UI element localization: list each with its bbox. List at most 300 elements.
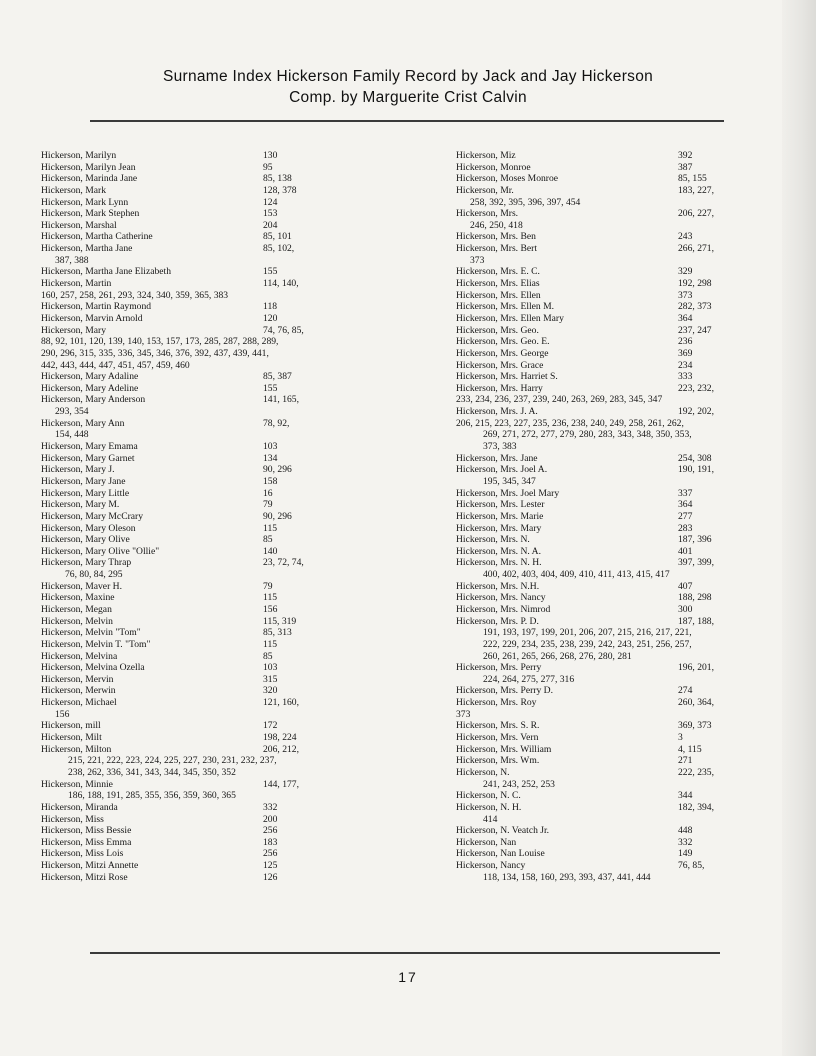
entry-line	[41, 523, 361, 535]
entry-name: Hickerson, Mary Little	[41, 487, 130, 499]
entry-pages: 192, 202,	[678, 406, 714, 418]
index-entry	[41, 534, 361, 546]
entry-name: Hickerson, Nan	[456, 836, 517, 848]
entry-line	[456, 697, 756, 709]
entry-line	[41, 185, 361, 197]
index-entry	[41, 301, 361, 313]
entry-line	[456, 464, 756, 476]
entry-name: Hickerson, Mrs. Jane	[456, 452, 538, 464]
entry-name: Hickerson, Mrs. William	[456, 743, 552, 755]
entry-pages: 76, 85,	[678, 860, 705, 872]
entry-pages: 254, 308	[678, 452, 712, 464]
entry-line	[456, 348, 756, 360]
entry-pages-continued: 293, 354	[55, 406, 89, 418]
index-entry	[456, 150, 756, 162]
index-entry	[41, 592, 361, 604]
entry-pages: 85, 101	[263, 231, 292, 243]
entry-pages: 134	[263, 452, 278, 464]
entry-pages: 126	[263, 871, 278, 883]
index-entry	[41, 511, 361, 523]
index-entry	[456, 557, 756, 580]
index-entry	[41, 243, 361, 266]
entry-pages: 78, 92,	[263, 417, 290, 429]
entry-line	[456, 848, 756, 860]
entry-pages: 90, 296	[263, 510, 292, 522]
entry-line	[41, 651, 361, 663]
entry-name: Hickerson, N. H.	[456, 801, 522, 813]
entry-line	[41, 534, 361, 546]
entry-name: Hickerson, mill	[41, 720, 101, 732]
entry-name: Hickerson, Mrs. Roy	[456, 697, 537, 709]
entry-name: Hickerson, Mary J.	[41, 464, 115, 476]
entry-line	[41, 604, 361, 616]
index-entry	[456, 546, 756, 558]
entry-pages: 115	[263, 592, 278, 604]
index-entry	[41, 371, 361, 383]
entry-line	[41, 837, 361, 849]
entry-pages: 234	[678, 359, 693, 371]
index-entry	[41, 639, 361, 651]
entry-line	[456, 720, 756, 732]
entry-line	[41, 825, 361, 837]
index-entry	[456, 208, 756, 231]
entry-name: Hickerson, Miss Lois	[41, 848, 124, 860]
entry-name: Hickerson, Marilyn	[41, 150, 117, 161]
entry-name: Hickerson, Mary M.	[41, 499, 120, 511]
entry-pages: 182, 394,	[678, 801, 714, 813]
entry-pages: 300	[678, 603, 693, 615]
index-entry	[456, 313, 756, 325]
entry-pages-continued: 156	[55, 708, 70, 720]
entry-name: Hickerson, Moses Monroe	[456, 173, 559, 185]
index-entry	[41, 848, 361, 860]
index-entry	[456, 185, 756, 208]
entry-pages: 183, 227,	[678, 184, 714, 196]
entry-line	[456, 231, 756, 243]
entry-pages: 187, 188,	[678, 615, 714, 627]
entry-pages: 3	[678, 732, 683, 744]
index-entry	[456, 616, 756, 663]
index-entry	[456, 162, 756, 174]
index-entry	[41, 488, 361, 500]
entry-line	[456, 301, 756, 313]
index-entry	[456, 767, 756, 790]
entry-line	[41, 325, 361, 337]
entry-name: Hickerson, Miranda	[41, 801, 118, 813]
entry-pages: 16	[263, 487, 273, 499]
entry-name: Hickerson, Mark	[41, 184, 107, 196]
entry-line	[41, 779, 361, 791]
entry-line	[41, 674, 361, 686]
entry-line	[456, 744, 756, 756]
index-entry	[456, 581, 756, 593]
entry-pages-continued: 387, 388	[55, 254, 89, 266]
entry-pages: 79	[263, 580, 273, 592]
entry-pages: 243	[678, 231, 693, 243]
index-entry	[41, 581, 361, 593]
entry-pages: 79	[263, 499, 273, 511]
entry-pages: 90, 296	[263, 464, 292, 476]
entry-line	[41, 220, 361, 232]
header-title: Surname Index Hickerson Family Record by Jack and Jay Hickerson	[162, 68, 654, 85]
entry-line	[456, 278, 756, 290]
entry-line	[456, 790, 756, 802]
index-entry	[456, 499, 756, 511]
entry-pages: 337	[678, 487, 693, 499]
entry-pages: 344	[678, 790, 693, 802]
index-entry	[456, 336, 756, 348]
entry-pages: 373	[678, 289, 693, 301]
entry-line	[456, 266, 756, 278]
entry-name: Hickerson, Miz	[456, 150, 516, 161]
index-entry	[456, 860, 756, 883]
index-entry	[41, 627, 361, 639]
entry-pages: 155	[263, 382, 278, 394]
entry-name: Hickerson, Mark Lynn	[41, 196, 129, 208]
index-entry	[456, 383, 756, 406]
entry-name: Hickerson, Mrs. Perry	[456, 662, 542, 674]
entry-pages-continued: 260, 261, 265, 266, 268, 276, 280, 281	[483, 650, 632, 662]
entry-pages-continued: 290, 296, 315, 335, 336, 345, 346, 376, 392, 437, 439, 441,	[41, 347, 269, 359]
entry-line	[456, 162, 756, 174]
entry-pages-continued: 224, 264, 275, 277, 316	[483, 673, 575, 685]
entry-line	[456, 767, 756, 779]
entry-name: Hickerson, Mary McCrary	[41, 510, 144, 522]
entry-name: Hickerson, Milt	[41, 732, 102, 744]
entry-name: Hickerson, Miss Emma	[41, 836, 132, 848]
entry-name: Hickerson, Mary Ann	[41, 417, 125, 429]
entry-line	[41, 441, 361, 453]
entry-pages: 223, 232,	[678, 382, 714, 394]
entry-name: Hickerson, Mary Thrap	[41, 557, 132, 569]
entry-line	[456, 360, 756, 372]
entry-pages: 85, 387	[263, 371, 292, 383]
index-entry	[456, 290, 756, 302]
entry-pages: 315	[263, 673, 278, 685]
entry-line	[41, 511, 361, 523]
entry-line	[456, 453, 756, 465]
entry-pages: 448	[678, 825, 693, 837]
entry-name: Hickerson, Melvina	[41, 650, 118, 662]
index-column-right	[456, 150, 756, 883]
index-entry	[41, 173, 361, 185]
entry-pages: 397, 399,	[678, 557, 714, 569]
index-entry	[41, 464, 361, 476]
entry-line	[41, 150, 361, 162]
entry-pages-continued: 269, 271, 272, 277, 279, 280, 283, 343, 348, 350, 353,	[483, 429, 692, 441]
entry-pages: 118	[263, 301, 278, 313]
index-entry	[456, 848, 756, 860]
entry-line	[456, 581, 756, 593]
entry-pages-continued: 373	[470, 254, 485, 266]
entry-line	[41, 697, 361, 709]
entry-pages: 115	[263, 522, 278, 534]
entry-line	[456, 406, 756, 418]
entry-pages: 144, 177,	[263, 778, 299, 790]
entry-line	[41, 546, 361, 558]
entry-line	[456, 383, 756, 395]
index-entry	[41, 779, 361, 802]
entry-name: Hickerson, Mrs. P. D.	[456, 615, 539, 627]
entry-name: Hickerson, Mary	[41, 324, 107, 336]
entry-line	[41, 313, 361, 325]
entry-pages: 192, 298	[678, 278, 712, 290]
index-entry	[456, 662, 756, 685]
entry-name: Hickerson, Mrs. Lester	[456, 499, 545, 511]
entry-name: Hickerson, Mrs. Perry D.	[456, 685, 553, 697]
entry-line	[41, 557, 361, 569]
entry-name: Hickerson, Monroe	[456, 161, 531, 173]
entry-name: Hickerson, Mrs. Grace	[456, 359, 544, 371]
index-entry	[41, 860, 361, 872]
index-entry	[41, 278, 361, 301]
entry-name: Hickerson, Mitzi Annette	[41, 860, 139, 872]
index-entry	[456, 732, 756, 744]
entry-pages: 140	[263, 545, 278, 557]
index-entry	[41, 476, 361, 488]
index-entry	[41, 453, 361, 465]
entry-line	[456, 523, 756, 535]
entry-line	[41, 278, 361, 290]
entry-line	[456, 499, 756, 511]
entry-line	[456, 243, 756, 255]
index-entry	[456, 301, 756, 313]
entry-pages: 198, 224	[263, 732, 297, 744]
index-entry	[456, 464, 756, 487]
index-entry	[41, 872, 361, 884]
entry-line	[456, 825, 756, 837]
index-entry	[456, 325, 756, 337]
entry-name: Hickerson, Mrs. N. A.	[456, 545, 542, 557]
entry-name: Hickerson, Mrs. Geo. E.	[456, 336, 550, 348]
index-entry	[41, 313, 361, 325]
entry-pages: 115, 319	[263, 615, 297, 627]
entry-line	[41, 616, 361, 628]
entry-pages: 277	[678, 510, 693, 522]
entry-pages: 274	[678, 685, 693, 697]
entry-pages: 188, 298	[678, 592, 712, 604]
entry-line	[456, 546, 756, 558]
entry-line	[41, 476, 361, 488]
entry-pages-continued: 154, 448	[55, 429, 89, 441]
entry-name: Hickerson, Melvin	[41, 615, 113, 627]
index-entry	[41, 732, 361, 744]
entry-line	[41, 394, 361, 406]
entry-pages: 4, 115	[678, 743, 702, 755]
entry-line	[41, 266, 361, 278]
entry-pages: 85, 138	[263, 173, 292, 185]
entry-line	[41, 197, 361, 209]
entry-pages: 190, 191,	[678, 464, 714, 476]
index-entry	[41, 616, 361, 628]
entry-pages: 282, 373	[678, 301, 712, 313]
index-entry	[41, 651, 361, 663]
entry-line	[41, 814, 361, 826]
entry-name: Hickerson, Mrs. George	[456, 347, 549, 359]
index-entry	[41, 150, 361, 162]
entry-name: Hickerson, Miss	[41, 813, 104, 825]
entry-name: Hickerson, Mrs. Vern	[456, 732, 539, 744]
entry-pages: 204	[263, 219, 278, 231]
entry-name: Hickerson, Megan	[41, 603, 112, 615]
index-entry	[456, 243, 756, 266]
index-entry	[41, 220, 361, 232]
footer-rule	[90, 952, 720, 954]
entry-name: Hickerson, Mervin	[41, 673, 114, 685]
entry-line	[456, 208, 756, 220]
entry-pages: 155	[263, 266, 278, 278]
entry-pages: 200	[263, 813, 278, 825]
entry-pages: 222, 235,	[678, 766, 714, 778]
entry-pages: 74, 76, 85,	[263, 324, 304, 336]
index-entry	[456, 488, 756, 500]
entry-name: Hickerson, Mitzi Rose	[41, 871, 128, 883]
index-entry	[456, 697, 756, 720]
entry-name: Hickerson, Marshal	[41, 219, 117, 231]
index-entry	[456, 348, 756, 360]
entry-line	[456, 592, 756, 604]
entry-name: Hickerson, Merwin	[41, 685, 116, 697]
entry-line	[41, 453, 361, 465]
index-entry	[456, 790, 756, 802]
entry-pages-continued: 88, 92, 101, 120, 139, 140, 153, 157, 173, 285, 287, 288, 289,	[41, 336, 279, 348]
entry-pages-continued: 206, 215, 223, 227, 235, 236, 238, 240, 249, 258, 261, 262,	[456, 417, 684, 429]
entry-line	[41, 802, 361, 814]
entry-name: Hickerson, Melvin T. "Tom"	[41, 638, 151, 650]
entry-line	[41, 488, 361, 500]
entry-line	[41, 639, 361, 651]
entry-pages: 392	[678, 150, 693, 161]
index-entry	[41, 231, 361, 243]
entry-name: Hickerson, Martin Raymond	[41, 301, 152, 313]
entry-line	[41, 732, 361, 744]
entry-line	[41, 872, 361, 884]
index-entry	[41, 825, 361, 837]
entry-line	[41, 464, 361, 476]
entry-line	[41, 418, 361, 430]
entry-line	[41, 744, 361, 756]
entry-name: Hickerson, Mrs. Ellen M.	[456, 301, 555, 313]
entry-pages-continued: 373, 383	[483, 441, 517, 453]
index-entry	[456, 278, 756, 290]
entry-line	[456, 662, 756, 674]
entry-line	[456, 173, 756, 185]
entry-line	[41, 662, 361, 674]
entry-name: Hickerson, Mrs. Elias	[456, 278, 540, 290]
entry-line	[41, 848, 361, 860]
entry-pages: 115	[263, 638, 278, 650]
entry-name: Hickerson, Maxine	[41, 592, 115, 604]
entry-pages: 329	[678, 266, 693, 278]
entry-line	[41, 685, 361, 697]
entry-line	[41, 162, 361, 174]
entry-name: Hickerson, Mrs. Ben	[456, 231, 536, 243]
index-entry	[456, 534, 756, 546]
entry-pages: 149	[678, 848, 693, 860]
index-entry	[41, 662, 361, 674]
entry-line	[456, 604, 756, 616]
entry-line	[456, 511, 756, 523]
entry-line	[456, 860, 756, 872]
entry-name: Hickerson, Nan Louise	[456, 848, 545, 860]
entry-name: Hickerson, Maver H.	[41, 580, 122, 592]
index-entry	[41, 499, 361, 511]
entry-name: Hickerson, Mrs. N.	[456, 534, 530, 546]
entry-line	[456, 371, 756, 383]
entry-pages: 85, 155	[678, 173, 707, 185]
entry-name: Hickerson, Mrs. Joel A.	[456, 464, 548, 476]
index-entry	[456, 266, 756, 278]
index-entry	[456, 685, 756, 697]
entry-name: Hickerson, Mrs. N. H.	[456, 557, 542, 569]
entry-pages: 387	[678, 161, 693, 173]
entry-pages: 369, 373	[678, 720, 712, 732]
index-entry	[456, 604, 756, 616]
entry-pages: 23, 72, 74,	[263, 557, 304, 569]
entry-name: Hickerson, Marinda Jane	[41, 173, 138, 185]
entry-name: Hickerson, Mary Jane	[41, 475, 126, 487]
entry-pages-continued: 76, 80, 84, 295	[65, 569, 123, 581]
entry-line	[456, 185, 756, 197]
entry-name: Hickerson, Mrs. Wm.	[456, 755, 540, 767]
entry-name: Hickerson, Mrs. E. C.	[456, 266, 540, 278]
entry-name: Hickerson, Martha Jane Elizabeth	[41, 266, 171, 278]
index-entry	[456, 592, 756, 604]
entry-pages-continued: 414	[483, 813, 498, 825]
entry-line	[456, 488, 756, 500]
entry-name: Hickerson, Mrs. Joel Mary	[456, 487, 560, 499]
index-entry	[41, 197, 361, 209]
entry-pages-continued: 373	[456, 708, 471, 720]
entry-line	[41, 301, 361, 313]
entry-pages-continued: 258, 392, 395, 396, 397, 454	[470, 196, 581, 208]
entry-name: Hickerson, Miss Bessie	[41, 825, 132, 837]
page-edge-shadow	[782, 0, 816, 1056]
entry-pages: 103	[263, 662, 278, 674]
entry-pages: 332	[263, 801, 278, 813]
entry-name: Hickerson, Mrs. N.H.	[456, 580, 540, 592]
entry-pages: 95	[263, 161, 273, 173]
entry-name: Hickerson, N. Veatch Jr.	[456, 825, 550, 837]
entry-pages: 206, 227,	[678, 208, 714, 220]
index-entry	[456, 453, 756, 465]
entry-name: Hickerson, Mary Olive "Ollie"	[41, 545, 160, 557]
entry-pages: 332	[678, 836, 693, 848]
entry-name: Hickerson, Mrs. Marie	[456, 510, 544, 522]
header-rule	[90, 120, 724, 122]
entry-pages: 128, 378	[263, 184, 297, 196]
entry-name: Hickerson, Milton	[41, 743, 112, 755]
entry-line	[456, 290, 756, 302]
index-entry	[41, 325, 361, 372]
index-entry	[41, 208, 361, 220]
index-entry	[41, 697, 361, 720]
index-entry	[456, 360, 756, 372]
header-compiler: Comp. by Marguerite Crist Calvin	[289, 89, 527, 106]
entry-name: Hickerson, Minnie	[41, 778, 113, 790]
entry-name: Hickerson, Melvina Ozella	[41, 662, 145, 674]
index-entry	[456, 825, 756, 837]
entry-name: Hickerson, Mrs. Ellen Mary	[456, 312, 564, 324]
index-entry	[456, 173, 756, 185]
entry-name: Hickerson, Mary Adeline	[41, 382, 139, 394]
entry-pages-continued: 191, 193, 197, 199, 201, 206, 207, 215, 216, 217, 221,	[483, 627, 692, 639]
entry-pages: 85	[263, 534, 273, 546]
entry-pages: 187, 396	[678, 534, 712, 546]
entry-name: Hickerson, Mr.	[456, 184, 514, 196]
entry-pages-continued: 246, 250, 418	[470, 219, 523, 231]
entry-pages: 172	[263, 720, 278, 732]
